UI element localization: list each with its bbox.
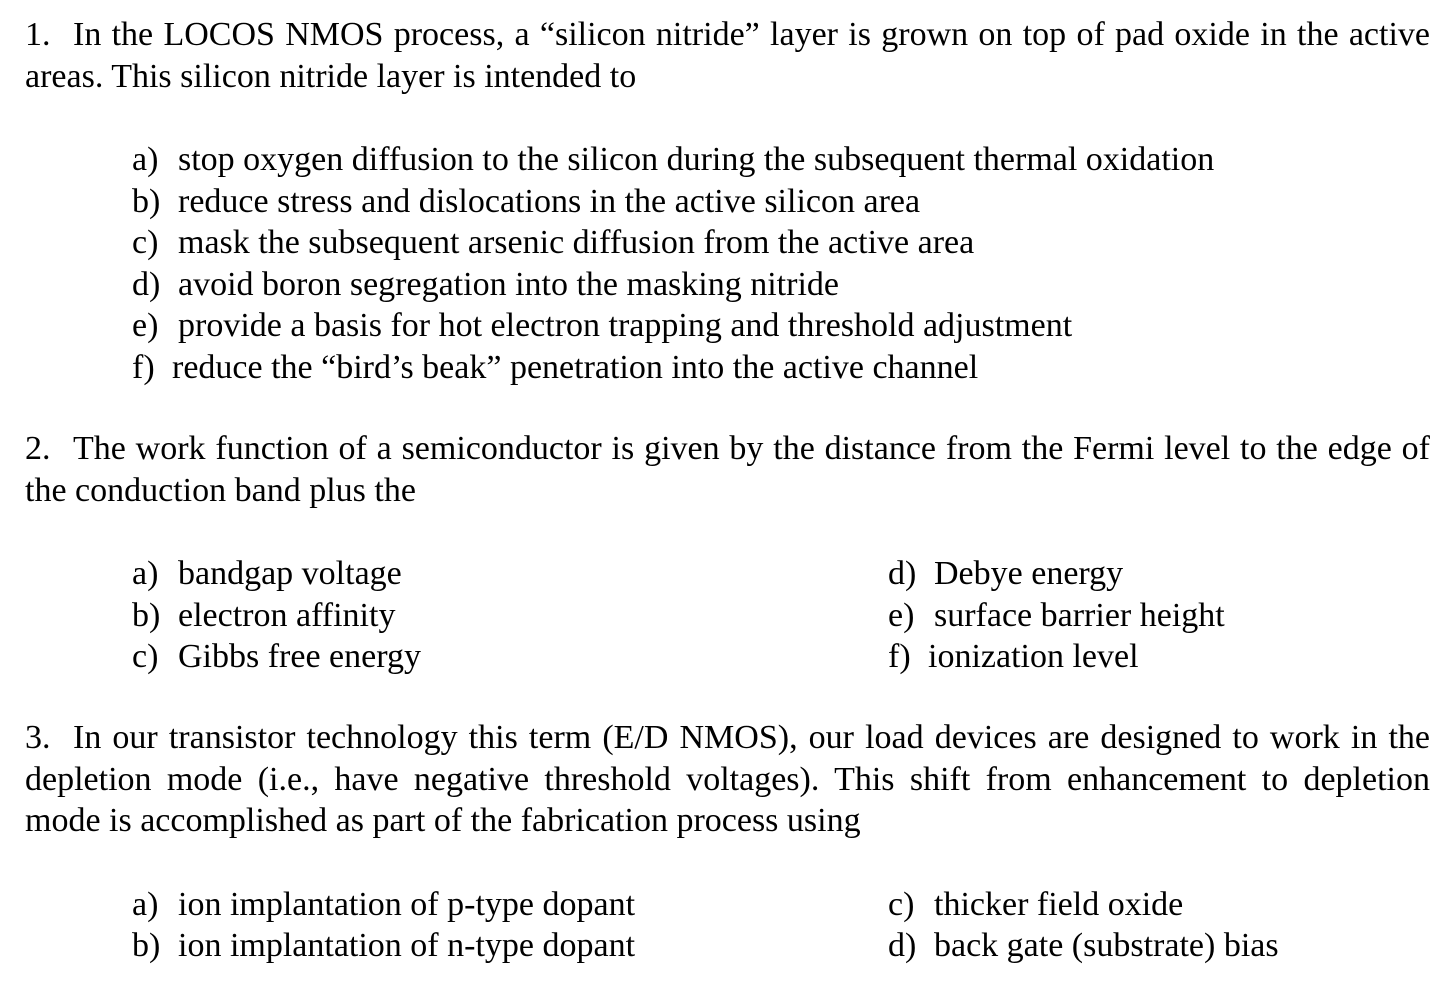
options-column-left bbox=[132, 553, 421, 678]
options-column-left bbox=[132, 884, 635, 967]
option-letter: f) bbox=[888, 638, 911, 675]
option-d[interactable] bbox=[888, 553, 1225, 595]
option-text: ion implantation of p-type dopant bbox=[178, 885, 636, 923]
question-number: 3. bbox=[25, 719, 51, 756]
option-a[interactable] bbox=[132, 553, 421, 595]
question-number: 2. bbox=[25, 430, 51, 467]
option-text: thicker field oxide bbox=[934, 885, 1184, 923]
option-text: avoid boron segregation into the masking nitride bbox=[178, 265, 839, 303]
option-letter: c) bbox=[132, 638, 159, 675]
option-letter: b) bbox=[132, 596, 161, 634]
option-text: Gibbs free energy bbox=[178, 638, 421, 675]
option-text: stop oxygen diffusion to the silicon during the subsequent thermal oxidation bbox=[178, 141, 1215, 178]
option-letter: d) bbox=[888, 555, 917, 592]
option-text: provide a basis for hot electron trapping and threshold adjustment bbox=[178, 307, 1073, 344]
question-1 bbox=[25, 14, 1430, 388]
option-letter: a) bbox=[132, 555, 159, 592]
option-letter: f) bbox=[132, 348, 155, 386]
option-text: reduce stress and dislocations in the active silicon area bbox=[178, 182, 921, 220]
option-text: mask the subsequent arsenic diffusion from the active area bbox=[178, 224, 975, 261]
option-b[interactable] bbox=[132, 925, 635, 967]
option-letter: e) bbox=[132, 307, 159, 344]
option-a[interactable] bbox=[132, 884, 635, 926]
question-3-stem bbox=[25, 717, 1430, 842]
option-letter: a) bbox=[132, 141, 159, 178]
question-2 bbox=[25, 428, 1430, 678]
option-b[interactable] bbox=[132, 181, 1214, 223]
option-e[interactable] bbox=[132, 305, 1214, 347]
option-f[interactable] bbox=[888, 636, 1225, 678]
question-2-stem bbox=[25, 428, 1430, 511]
option-text: Debye energy bbox=[934, 555, 1124, 592]
option-d[interactable] bbox=[888, 925, 1279, 967]
option-c[interactable] bbox=[132, 636, 421, 678]
option-c[interactable] bbox=[888, 884, 1279, 926]
option-letter: d) bbox=[888, 927, 917, 964]
option-letter: c) bbox=[888, 885, 915, 923]
question-text: In the LOCOS NMOS process, a “silicon nitride” layer is grown on top of pad oxide in the active areas. This silicon nitride layer is intended to bbox=[25, 16, 1430, 95]
option-text: electron affinity bbox=[178, 596, 396, 634]
question-3-options bbox=[25, 884, 1430, 967]
options-column-right bbox=[888, 553, 1225, 678]
option-text: bandgap voltage bbox=[178, 555, 402, 592]
option-letter: a) bbox=[132, 885, 159, 923]
option-letter: b) bbox=[132, 927, 161, 964]
question-3 bbox=[25, 717, 1430, 967]
option-text: ion implantation of n-type dopant bbox=[178, 927, 636, 964]
option-text: reduce the “bird’s beak” penetration into the active channel bbox=[172, 348, 979, 386]
question-1-options bbox=[25, 139, 1430, 388]
option-d[interactable] bbox=[132, 264, 1214, 306]
option-letter: b) bbox=[132, 182, 161, 220]
option-b[interactable] bbox=[132, 595, 421, 637]
options-column-right bbox=[888, 884, 1279, 967]
question-2-options bbox=[25, 553, 1430, 678]
question-number: 1. bbox=[25, 16, 51, 53]
option-text: ionization level bbox=[928, 638, 1139, 675]
option-letter: c) bbox=[132, 224, 159, 261]
options-column bbox=[132, 139, 1214, 388]
option-a[interactable] bbox=[132, 139, 1214, 181]
option-text: back gate (substrate) bias bbox=[934, 927, 1279, 964]
question-text: The work function of a semiconductor is given by the distance from the Fermi level to the edge of the conduction band plus the bbox=[25, 430, 1430, 509]
option-f[interactable] bbox=[132, 347, 1214, 389]
option-letter: e) bbox=[888, 596, 915, 634]
option-e[interactable] bbox=[888, 595, 1225, 637]
option-c[interactable] bbox=[132, 222, 1214, 264]
option-text: surface barrier height bbox=[934, 596, 1225, 634]
option-letter: d) bbox=[132, 265, 161, 303]
question-text: In our transistor technology this term (E/D NMOS), our load devices are designed to work in the depletion mode (i.e., have negative threshold voltages). This shift from enhancement to depletion mode is accomplished as part of the fabrication process using bbox=[25, 719, 1430, 839]
question-1-stem bbox=[25, 14, 1430, 97]
